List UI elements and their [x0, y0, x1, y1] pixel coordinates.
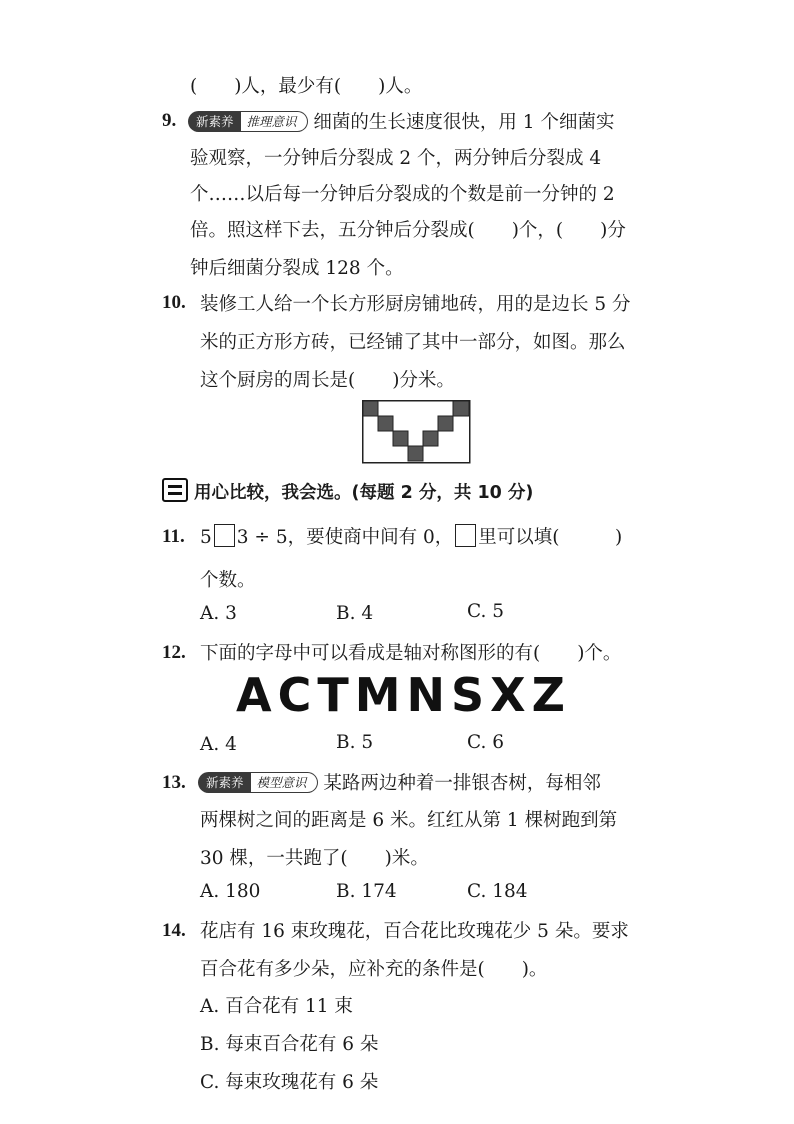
- question-9-line-4: 倍。照这样下去，五分钟后分裂成( )个，( )分: [190, 220, 626, 241]
- tile: [408, 446, 423, 461]
- blank-box: [214, 524, 235, 547]
- section-number-icon: [162, 478, 188, 502]
- question-11-option-b[interactable]: B. 4: [336, 603, 374, 624]
- question-14-number: 14.: [162, 920, 186, 941]
- question-14-option-c[interactable]: C. 每束玫瑰花有 6 朵: [200, 1072, 379, 1093]
- badge-tag: 模型意识: [251, 772, 318, 793]
- question-14-option-b[interactable]: B. 每束百合花有 6 朵: [200, 1034, 379, 1055]
- answer-line-8-cont: ( )人，最少有( )人。: [190, 76, 423, 97]
- question-10-line-2: 米的正方形方砖，已经铺了其中一部分，如图。那么: [200, 332, 626, 353]
- question-9-line-1: [188, 108, 614, 134]
- question-13-line-1: [198, 769, 601, 795]
- section-2-title: 用心比较，我会选。(每题 2 分，共 10 分): [194, 483, 534, 503]
- question-9-number: 9.: [162, 110, 177, 131]
- new-literacy-badge: [198, 772, 318, 793]
- question-10-line-3: 这个厨房的周长是( )分米。: [200, 370, 455, 391]
- question-10-number: 10.: [162, 292, 186, 313]
- question-12-number: 12.: [162, 642, 186, 663]
- question-9-text: 细菌的生长速度很快，用 1 个细菌实: [313, 112, 615, 133]
- dividend-start: 5: [200, 527, 212, 548]
- tile: [423, 431, 438, 446]
- question-14-option-a[interactable]: A. 百合花有 11 束: [200, 996, 353, 1017]
- question-11-line-1: [200, 523, 622, 549]
- question-9-line-5: 钟后细菌分裂成 128 个。: [190, 258, 404, 279]
- question-12-line-1: 下面的字母中可以看成是轴对称图形的有( )个。: [200, 643, 622, 664]
- question-13-option-c[interactable]: C. 184: [467, 881, 528, 902]
- question-13-text: 某路两边种着一排银杏树，每相邻: [323, 773, 601, 794]
- question-11-option-a[interactable]: A. 3: [200, 603, 237, 624]
- question-13-option-a[interactable]: A. 180: [200, 881, 261, 902]
- section-2-heading: [162, 478, 533, 504]
- question-13-option-b[interactable]: B. 174: [336, 881, 397, 902]
- tile: [453, 401, 469, 416]
- badge-tag: 推理意识: [241, 111, 308, 132]
- blank-box: [455, 524, 476, 547]
- tile: [378, 416, 393, 431]
- new-literacy-badge: [188, 111, 308, 132]
- badge-label: 新素养: [188, 111, 241, 132]
- question-12-option-a[interactable]: A. 4: [200, 734, 237, 755]
- letter-set: ACTMNSXZ: [236, 668, 571, 722]
- question-11-line-2: 个数。: [200, 570, 256, 591]
- kitchen-tile-figure: [362, 400, 472, 466]
- question-12-option-b[interactable]: B. 5: [336, 732, 374, 753]
- question-9-line-2: 验观察，一分钟后分裂成 2 个，两分钟后分裂成 4: [190, 148, 602, 169]
- question-12-option-c[interactable]: C. 6: [467, 732, 505, 753]
- question-10-line-1: 装修工人给一个长方形厨房铺地砖，用的是边长 5 分: [200, 294, 631, 315]
- question-13-line-2: 两棵树之间的距离是 6 米。红红从第 1 棵树跑到第: [200, 810, 618, 831]
- tile: [438, 416, 453, 431]
- question-11-number: 11.: [162, 526, 185, 547]
- question-14-line-2: 百合花有多少朵，应补充的条件是( )。: [200, 959, 548, 980]
- question-11-option-c[interactable]: C. 5: [467, 601, 505, 622]
- question-13-number: 13.: [162, 772, 186, 793]
- tile: [363, 401, 378, 416]
- tile: [393, 431, 408, 446]
- question-13-line-3: 30 棵，一共跑了( )米。: [200, 848, 429, 869]
- question-11-text: 3 ÷ 5，要使商中间有 0，: [236, 527, 454, 548]
- badge-label: 新素养: [198, 772, 251, 793]
- question-11-text-end: 里可以填( ): [478, 527, 623, 548]
- question-9-line-3: 个……以后每一分钟后分裂成的个数是前一分钟的 2: [190, 184, 615, 205]
- question-14-line-1: 花店有 16 束玫瑰花，百合花比玫瑰花少 5 朵。要求: [200, 921, 629, 942]
